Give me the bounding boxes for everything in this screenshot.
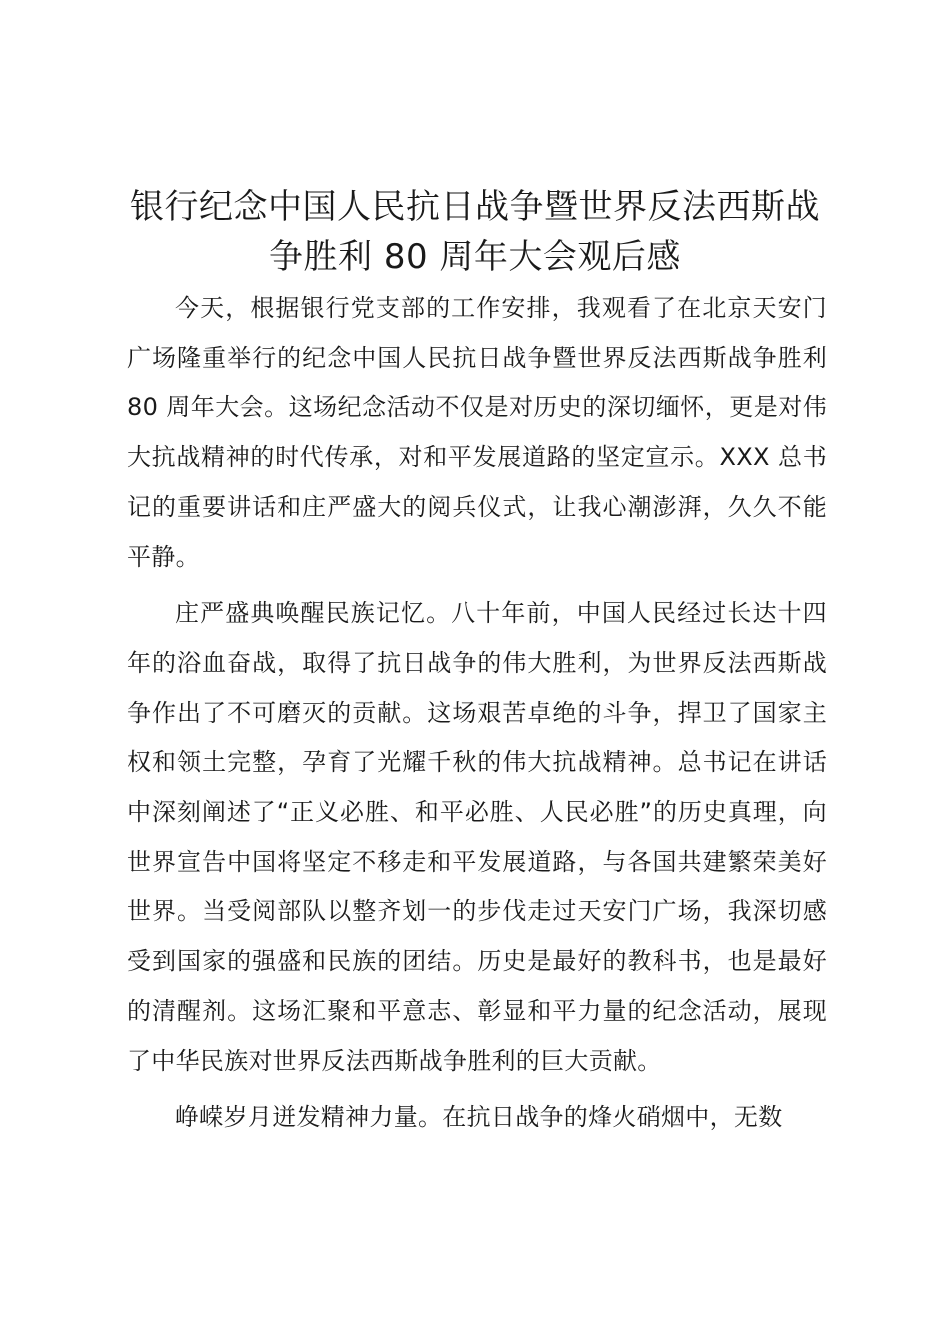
document-title: [110, 182, 840, 282]
paragraph-intro: 今天，根据银行党支部的工作安排，我观看了在北京天安门广场隆重举行的纪念中国人民抗日战争暨世界反法西斯战争胜利 80 周年大会。这场纪念活动不仅是对历史的深切缅怀，更是对伟大抗战精神的时代传承，对和平发展道路的坚定宣示。XXX 总书记的重要讲话和庄严盛大的阅兵仪式，让我心潮澎湃，久久不能平静。: [127, 294, 827, 571]
title-line-1: 银行纪念中国人民抗日战争暨世界反法西斯战: [130, 187, 820, 227]
document-body: [127, 284, 827, 1143]
title-line-2: 争胜利 80 周年大会观后感: [269, 237, 681, 277]
paragraph-spirit: 峥嵘岁月迸发精神力量。在抗日战争的烽火硝烟中，无数: [175, 1103, 783, 1132]
paragraph-ceremony: 庄严盛典唤醒民族记忆。八十年前，中国人民经过长达十四年的浴血奋战，取得了抗日战争的伟大胜利，为世界反法西斯战争作出了不可磨灭的贡献。这场艰苦卓绝的斗争，捍卫了国家主权和领土完整，孕育了光耀千秋的伟大抗战精神。总书记在讲话中深刻阐述了“正义必胜、和平必胜、人民必胜”的历史真理，向世界宣告中国将坚定不移走和平发展道路，与各国共建繁荣美好世界。当受阅部队以整齐划一的步伐走过天安门广场，我深切感受到国家的强盛和民族的团结。历史是最好的教科书，也是最好的清醒剂。这场汇聚和平意志、彰显和平力量的纪念活动，展现了中华民族对世界反法西斯战争胜利的巨大贡献。: [127, 599, 827, 1075]
